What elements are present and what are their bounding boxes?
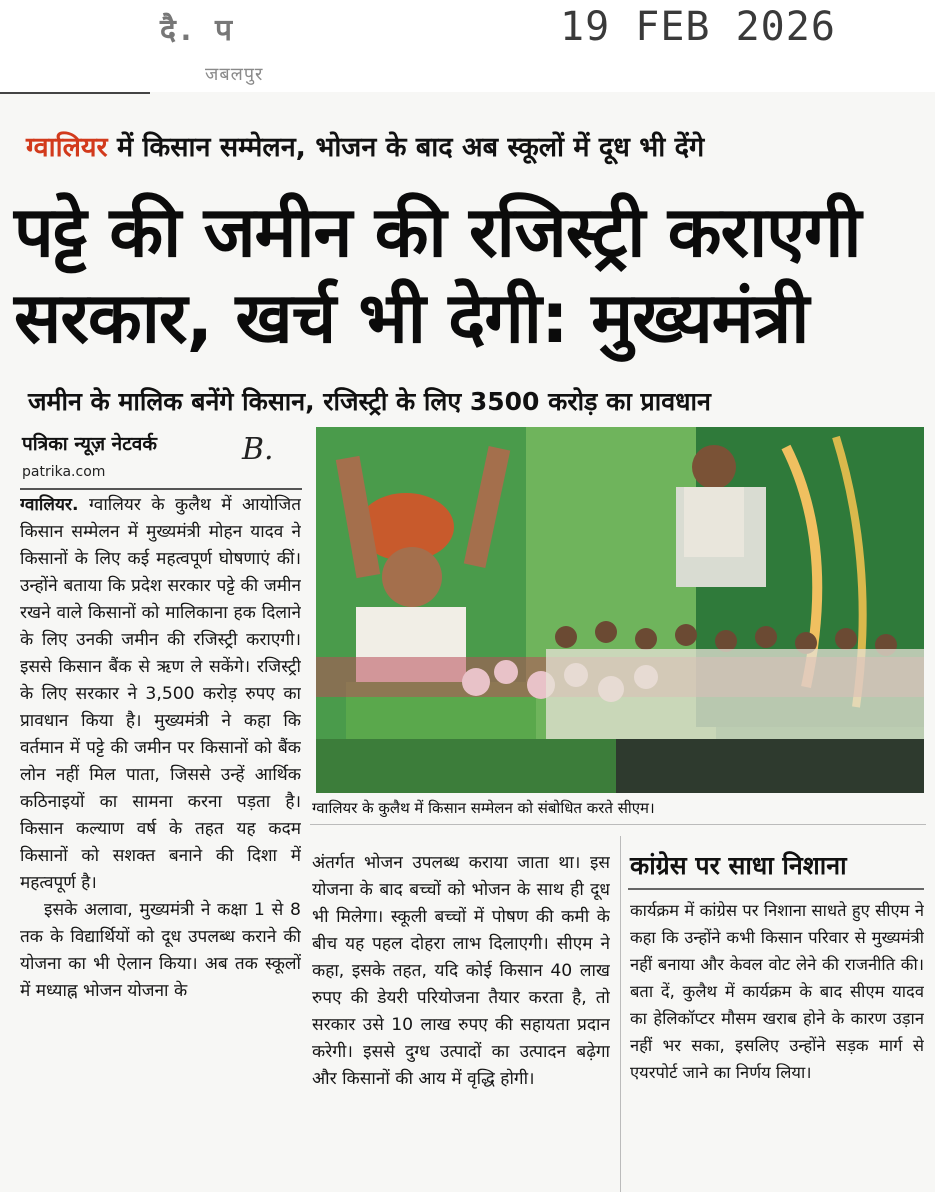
kicker-text: में किसान सम्मेलन, भोजन के बाद अब स्कूलों में दूध भी देंगे (107, 132, 705, 163)
kicker-place: ग्वालियर (26, 132, 108, 163)
byline-rule (20, 488, 302, 490)
event-photo (316, 427, 924, 793)
headline-line-1: पट्टे की जमीन की रजिस्ट्री कराएगी (14, 191, 861, 273)
kicker-line (26, 127, 704, 164)
article-column-2 (312, 850, 610, 1192)
column-1-body: ग्वालियर के कुलैथ में आयोजित किसान सम्मेलन में मुख्यमंत्री मोहन यादव ने किसानों के लिए कई महत्वपूर्ण घोषणाएं कीं। उन्होंने बताया कि प्रदेश सरकार पट्टे की जमीन रखने वाले किसानों को मालिकाना हक दिलाने के लिए उनकी जमीन की रजिस्ट्री कराएगी। इससे किसान बैंक से ऋण ले सकेंगे। रजिस्ट्री के लिए सरकार ने 3,500 करोड़ रुपए का प्रावधान किया है। मुख्यमंत्री ने कहा कि वर्तमान में पट्टे की जमीन पर किसानों को बैंक लोन नहीं मिल पाता, जिससे उन्हें आर्थिक कठिनाइयों का सामना करना पड़ता है। किसान कल्याण वर्ष के तहत यह कदम किसानों को सशक्त बनाने की दिशा में महत्वपूर्ण है। (20, 495, 301, 893)
headline-line-2: सरकार, खर्च भी देगी: मुख्यमंत्री (14, 277, 809, 359)
side-story-paragraph: कार्यक्रम में कांग्रेस पर निशाना साधते हुए सीएम ने कहा कि उन्होंने कभी किसान परिवार से मुख्यमंत्री नहीं बनाया और केवल वोट लेने की राजनीति की। बता दें, कुलैथ में कार्यक्रम के बाद सीएम यादव का हेलिकॉप्टर मौसम खराब होने के कारण उड़ान नहीं भर सका, इसलिए उन्होंने सड़क मार्ग से एयरपोर्ट जाने का निर्णय लिया। (630, 901, 924, 1082)
website-credit: patrika.com (22, 464, 106, 480)
clipping-city-stamp: जबलपुर (205, 64, 264, 85)
column-1-paragraph-1 (20, 492, 301, 897)
caption-rule (310, 824, 926, 825)
side-heading-rule (628, 888, 924, 890)
photo-caption: ग्वालियर के कुलैथ में किसान सम्मेलन को संबोधित करते सीएम। (312, 799, 655, 817)
handwritten-mark: B. (242, 432, 274, 467)
column-1-paragraph-2: इसके अलावा, मुख्यमंत्री ने कक्षा 1 से 8 तक के विद्यार्थियों को दूध उपलब्ध कराने की योजना का भी ऐलान किया। अब तक स्कूलों में मध्याह्न भोजन योजना के (20, 900, 301, 1001)
article-column-1 (20, 492, 301, 1192)
byline: पत्रिका न्यूज़ नेटवर्क (22, 433, 157, 455)
dateline: ग्वालियर. (20, 495, 79, 515)
clipping-source-stamp: दै. प (160, 13, 234, 48)
clipping-date-stamp: 19 FEB 2026 (560, 4, 836, 50)
column-2-paragraph: अंतर्गत भोजन उपलब्ध कराया जाता था। इस योजना के बाद बच्चों को भोजन के साथ ही दूध भी मिलेगा। स्कूली बच्चों में पोषण की कमी के बीच यह पहल दोहरा लाभ दिलाएगी। सीएम ने कहा, इसके तहत, यदि कोई किसान 40 लाख रुपए की डेयरी परियोजना तैयार करता है, तो सरकार उसे 10 लाख रुपए की सहायता प्रदान करेगी। इससे दुग्ध उत्पादों का उत्पादन बढ़ेगा और किसानों की आय में वृद्धि होगी। (312, 853, 610, 1089)
column-divider (620, 836, 621, 1192)
deck-subheadline: जमीन के मालिक बनेंगे किसान, रजिस्ट्री के लिए 3500 करोड़ का प्रावधान (28, 387, 711, 416)
clipping-edge-rule (0, 92, 150, 94)
side-story-body (630, 897, 924, 1192)
side-story-heading: कांग्रेस पर साधा निशाना (630, 851, 847, 880)
